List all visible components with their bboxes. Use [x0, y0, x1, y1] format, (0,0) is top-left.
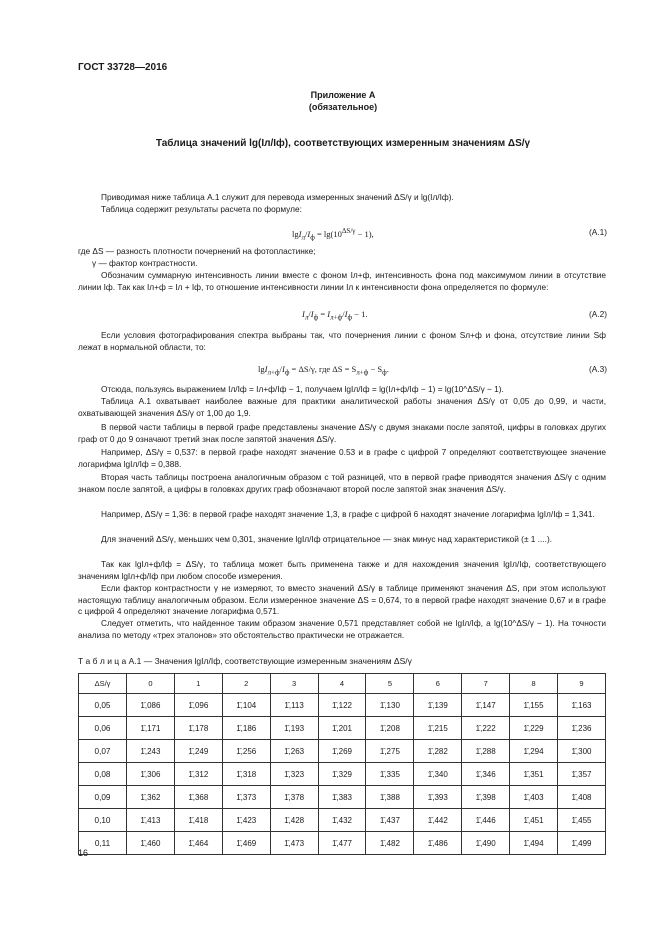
table-cell: 1̄,362 [127, 786, 175, 809]
table-row [79, 740, 606, 763]
table-cell: 1̄,312 [174, 763, 222, 786]
table-cell: 1̄,201 [318, 717, 366, 740]
table-cell: 1̄,229 [510, 717, 558, 740]
header-digit: 7 [462, 674, 510, 694]
table-cell: 1̄,275 [366, 740, 414, 763]
row-key: 0,11 [79, 832, 127, 855]
table-cell: 1̄,294 [510, 740, 558, 763]
table-row [79, 809, 606, 832]
table-cell: 1̄,104 [222, 694, 270, 717]
header-digit: 9 [558, 674, 606, 694]
paragraph-example-2: Например, ΔS/γ = 1,36: в первой графе находят значение 1,3, в графе с цифрой 6 находят значение логарифма lgIл/Iф = 1,341. [101, 509, 595, 519]
row-key: 0,08 [79, 763, 127, 786]
table-cell: 1̄,096 [174, 694, 222, 717]
paragraph-no-gamma: Если фактор контрастности γ не измеряют, то вместо значений ΔS/γ в таблице применяют значения ΔS, при этом используют настоящую таблицу аналогичным образом. Если измеренное значение ΔS = 0,674, то в первой графе находят значение 0,67 и в графе с цифрой 4 определяют значение логарифма 0,571. [78, 583, 606, 616]
paragraph-second-part: Вторая часть таблицы построена аналогичным образом с той разницей, что в первой графе приводятся значения ΔS/γ с одним знаком после запятой, а цифры в головках других граф обозначают второй после запятой знак значения ΔS/γ. [78, 472, 606, 494]
table-cell: 1̄,494 [510, 832, 558, 855]
header-digit: 4 [318, 674, 366, 694]
paragraph-note: Следует отметить, что найденное таким образом значение 0,571 представляет собой не lgIл/Iф, а lg(10^ΔS/γ − 1). На точности анализа по методу «трех эталонов» это обстоятельство практически не отражается. [78, 618, 606, 640]
paragraph-sum-intensity: Обозначим суммарную интенсивность линии вместе с фоном Iл+ф, интенсивность фона под максимумом линии в отсутствие линии Iф. Так как Iл+ф = Iл + Iф, то отношение интенсивности линии Iл к интенсивности фона определяется по формуле: [78, 270, 606, 292]
paragraph-example-1: Например, ΔS/γ = 0,537: в первой графе находят значение 0.53 и в графе с цифрой 7 определяют соответствующее значение логарифма lgIл/Iф = 0,388. [78, 447, 606, 469]
header-digit: 0 [127, 674, 175, 694]
table-caption: Т а б л и ц а А.1 — Значения lgIл/Iф, соответствующие измеренным значениям ΔS/γ [78, 656, 412, 666]
table-cell: 1̄,469 [222, 832, 270, 855]
table-cell: 1̄,171 [127, 717, 175, 740]
table-cell: 1̄,147 [462, 694, 510, 717]
table-cell: 1̄,432 [318, 809, 366, 832]
table-cell: 1̄,418 [174, 809, 222, 832]
equation-a1: $\lg I_л/I_ф = \lg(10^{\Delta S/\gamma} - 1)$, [292, 227, 374, 242]
table-cell: 1̄,346 [462, 763, 510, 786]
paragraph-derivation: Отсюда, пользуясь выражением Iл/Iф = Iл+ф/Iф − 1, получаем lgIл/Iф = lg(Iл+ф/Iф − 1) = lg(10^ΔS/γ − 1). [101, 384, 504, 394]
main-title: Таблица значений lg(Iл/Iф), соответствующих измеренным значениям ΔS/γ [155, 138, 531, 149]
table-cell: 1̄,393 [414, 786, 462, 809]
table-row [79, 832, 606, 855]
table-cell: 1̄,460 [127, 832, 175, 855]
row-key: 0,06 [79, 717, 127, 740]
row-key: 0,05 [79, 694, 127, 717]
table-cell: 1̄,163 [558, 694, 606, 717]
table-cell: 1̄,486 [414, 832, 462, 855]
table-cell: 1̄,473 [270, 832, 318, 855]
table-cell: 1̄,383 [318, 786, 366, 809]
table-row [79, 717, 606, 740]
table-cell: 1̄,482 [366, 832, 414, 855]
equation-a3: $\lg I_{л+ф}/I_ф = \Delta S/\gamma$, где $\Delta S = S_{л+ф} - S_ф$. [258, 364, 389, 377]
table-cell: 1̄,388 [366, 786, 414, 809]
table-cell: 1̄,408 [558, 786, 606, 809]
table-cell: 1̄,428 [270, 809, 318, 832]
table-cell: 1̄,208 [366, 717, 414, 740]
table-cell: 1̄,193 [270, 717, 318, 740]
table-cell: 1̄,373 [222, 786, 270, 809]
table-cell: 1̄,499 [558, 832, 606, 855]
table-cell: 1̄,186 [222, 717, 270, 740]
table-cell: 1̄,323 [270, 763, 318, 786]
table-cell: 1̄,282 [414, 740, 462, 763]
paragraph-formula-intro: Таблица содержит результаты расчета по формуле: [101, 204, 302, 214]
header-digit: 6 [414, 674, 462, 694]
table-cell: 1̄,340 [414, 763, 462, 786]
table-cell: 1̄,222 [462, 717, 510, 740]
table-cell: 1̄,130 [366, 694, 414, 717]
header-digit: 8 [510, 674, 558, 694]
table-cell: 1̄,464 [174, 832, 222, 855]
table-cell: 1̄,413 [127, 809, 175, 832]
table-cell: 1̄,288 [462, 740, 510, 763]
table-cell: 1̄,451 [510, 809, 558, 832]
table-cell: 1̄,139 [414, 694, 462, 717]
table-cell: 1̄,446 [462, 809, 510, 832]
table-cell: 1̄,455 [558, 809, 606, 832]
paragraph-gamma: γ — фактор контрастности. [92, 258, 198, 268]
row-key: 0,09 [79, 786, 127, 809]
table-cell: 1̄,269 [318, 740, 366, 763]
header-digit: 2 [222, 674, 270, 694]
table-cell: 1̄,437 [366, 809, 414, 832]
table-row [79, 786, 606, 809]
table-cell: 1̄,300 [558, 740, 606, 763]
page-number: 16 [78, 848, 89, 858]
equation-a2-number: (А.2) [589, 309, 607, 319]
table-cell: 1̄,335 [366, 763, 414, 786]
table-cell: 1̄,178 [174, 717, 222, 740]
paragraph-delta-s: где ΔS — разность плотности почернений на фотопластинке; [78, 246, 316, 256]
row-key: 0,10 [79, 809, 127, 832]
equation-a3-number: (А.3) [589, 364, 607, 374]
table-cell: 1̄,442 [414, 809, 462, 832]
table-cell: 1̄,357 [558, 763, 606, 786]
equation-a1-number: (А.1) [589, 227, 607, 237]
table-cell: 1̄,155 [510, 694, 558, 717]
table-row [79, 763, 606, 786]
table-cell: 1̄,263 [270, 740, 318, 763]
table-cell: 1̄,490 [462, 832, 510, 855]
table-cell: 1̄,378 [270, 786, 318, 809]
table-cell: 1̄,086 [127, 694, 175, 717]
row-key: 0,07 [79, 740, 127, 763]
table-cell: 1̄,122 [318, 694, 366, 717]
header-digit: 5 [366, 674, 414, 694]
table-cell: 1̄,215 [414, 717, 462, 740]
paragraph-negative-values: Для значений ΔS/γ, меньших чем 0,301, значение lgIл/Iф отрицательное — знак минус над характеристикой (± 1 ....). [101, 534, 553, 544]
table-cell: 1̄,306 [127, 763, 175, 786]
table-cell: 1̄,249 [174, 740, 222, 763]
table-cell: 1̄,351 [510, 763, 558, 786]
paragraph-table-coverage: Таблица А.1 охватывает наиболее важные для практики аналитической работы значения ΔS/γ от 0,05 до 0,99, и части, охватывающей значения ΔS/γ от 1,00 до 1,9. [78, 396, 606, 418]
equation-a2: $I_л/I_ф = I_{л+ф}/I_ф - 1$. [302, 309, 368, 322]
table-cell: 1̄,243 [127, 740, 175, 763]
annex-title: Приложение А [310, 90, 376, 100]
header-digit: 3 [270, 674, 318, 694]
paragraph-photo-conditions: Если условия фотографирования спектра выбраны так, что почернения линии с фоном Sл+ф и фона, отсутствие линии Sф лежат в нормальной области, то: [78, 330, 606, 352]
table-cell: 1̄,368 [174, 786, 222, 809]
header-digit: 1 [174, 674, 222, 694]
table-header-row [79, 674, 606, 694]
table-cell: 1̄,423 [222, 809, 270, 832]
table-cell: 1̄,318 [222, 763, 270, 786]
annex-status: (обязательное) [308, 102, 378, 112]
header-ds-gamma: ΔS/γ [79, 674, 127, 694]
paragraph-alternative-use: Так как lgIл+ф/Iф = ΔS/γ, то таблица может быть применена также и для нахождения значения lgIл/Iф, соответствующего значениям lgIл+ф/Iф при любом способе измерения. [78, 559, 606, 581]
values-table [78, 673, 606, 855]
table-cell: 1̄,256 [222, 740, 270, 763]
table-row [79, 694, 606, 717]
table-cell: 1̄,403 [510, 786, 558, 809]
table-cell: 1̄,236 [558, 717, 606, 740]
table-cell: 1̄,398 [462, 786, 510, 809]
table-cell: 1̄,477 [318, 832, 366, 855]
paragraph-intro: Приводимая ниже таблица А.1 служит для перевода измеренных значений ΔS/γ и lg(Iл/Iф). [101, 192, 454, 202]
standard-header: ГОСТ 33728—2016 [78, 62, 168, 73]
table-cell: 1̄,113 [270, 694, 318, 717]
paragraph-first-part: В первой части таблицы в первой графе представлены значение ΔS/γ с двумя знаками после запятой, цифры в головках других граф от 0 до 9 означают третий знак после запятой значения ΔS/γ. [78, 422, 606, 444]
table-cell: 1̄,329 [318, 763, 366, 786]
